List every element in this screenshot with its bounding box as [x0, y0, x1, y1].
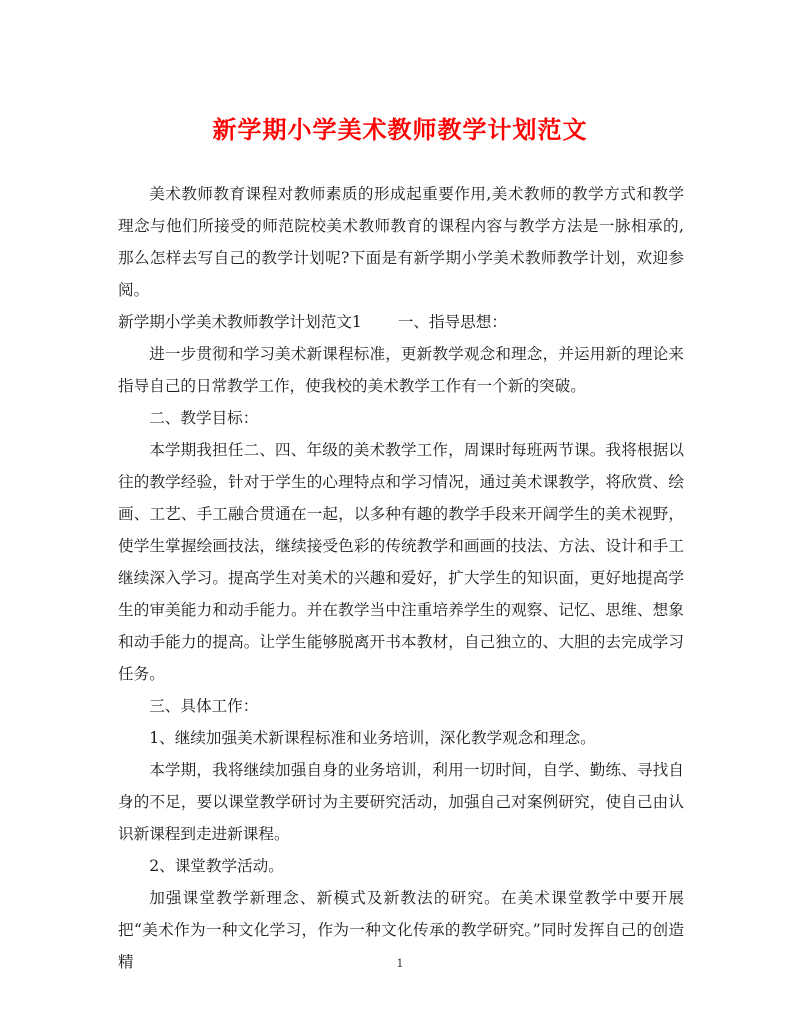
item-training: 1、继续加强美术新课程标准和业务培训，深化教学观念和理念。 — [149, 729, 596, 747]
paragraph-teaching-goals: 本学期我担任二、四、年级的美术教学工作，周课时每班两节课。我将根据以往的教学经验，针对于学生的心理特点和学习情况，通过美术课教学，将欣赏、绘画、工艺、手工融合贯通在一起，以多种有趣的教学手段来开阔学生的美术视野，使学生掌握绘画技法，继续接受色彩的传统教学和画画的技法、方法、设计和手工继续深入学习。提高学生对美术的兴趣和爱好，扩大学生的知识面，更好地提高学生的审美能力和动手能力。并在教学当中注重培养学生的观察、记忆、思维、想象和动手能力的提高。让学生能够脱离开书本教材，自己独立的、大胆的去完成学习任务。 — [118, 441, 684, 683]
section-line — [118, 306, 684, 338]
document-body — [118, 178, 684, 978]
paragraph-training: 本学期，我将继续加强自身的业务培训，利用一切时间，自学、勤练、寻找自身的不足，要以课堂教学研讨为主要研究活动，加强自己对案例研究，使自己由认识新课程到走进新课程。 — [118, 761, 684, 843]
heading-specific-work: 三、具体工作： — [149, 697, 259, 715]
paragraph-classroom: 加强课堂教学新理念、新模式及新教法的研究。在美术课堂教学中要开展把“美术作为一种文化学习，作为一种文化传承的教学研究。”同时发挥自己的创造精 — [118, 889, 684, 971]
section-title: 新学期小学美术教师教学计划范文1 — [118, 313, 362, 331]
document-title: 新学期小学美术教师教学计划范文 — [212, 115, 588, 144]
heading-guiding-ideology: 一、指导思想： — [397, 313, 507, 331]
intro-paragraph: 美术教师教育课程对教师素质的形成起重要作用,美术教师的教学方式和教学理念与他们所接受的师范院校美术教师教育的课程内容与教学方法是一脉相承的,那么怎样去写自己的教学计划呢?下面是有新学期小学美术教师教学计划，欢迎参阅。 — [118, 185, 684, 299]
item-classroom: 2、课堂教学活动。 — [149, 857, 284, 875]
paragraph-guiding-ideology: 进一步贯彻和学习美术新课程标准，更新教学观念和理念，并运用新的理论来指导自己的日常教学工作，使我校的美术教学工作有一个新的突破。 — [118, 345, 684, 395]
heading-teaching-goals: 二、教学目标： — [149, 409, 259, 427]
page-number: 1 — [396, 957, 404, 970]
